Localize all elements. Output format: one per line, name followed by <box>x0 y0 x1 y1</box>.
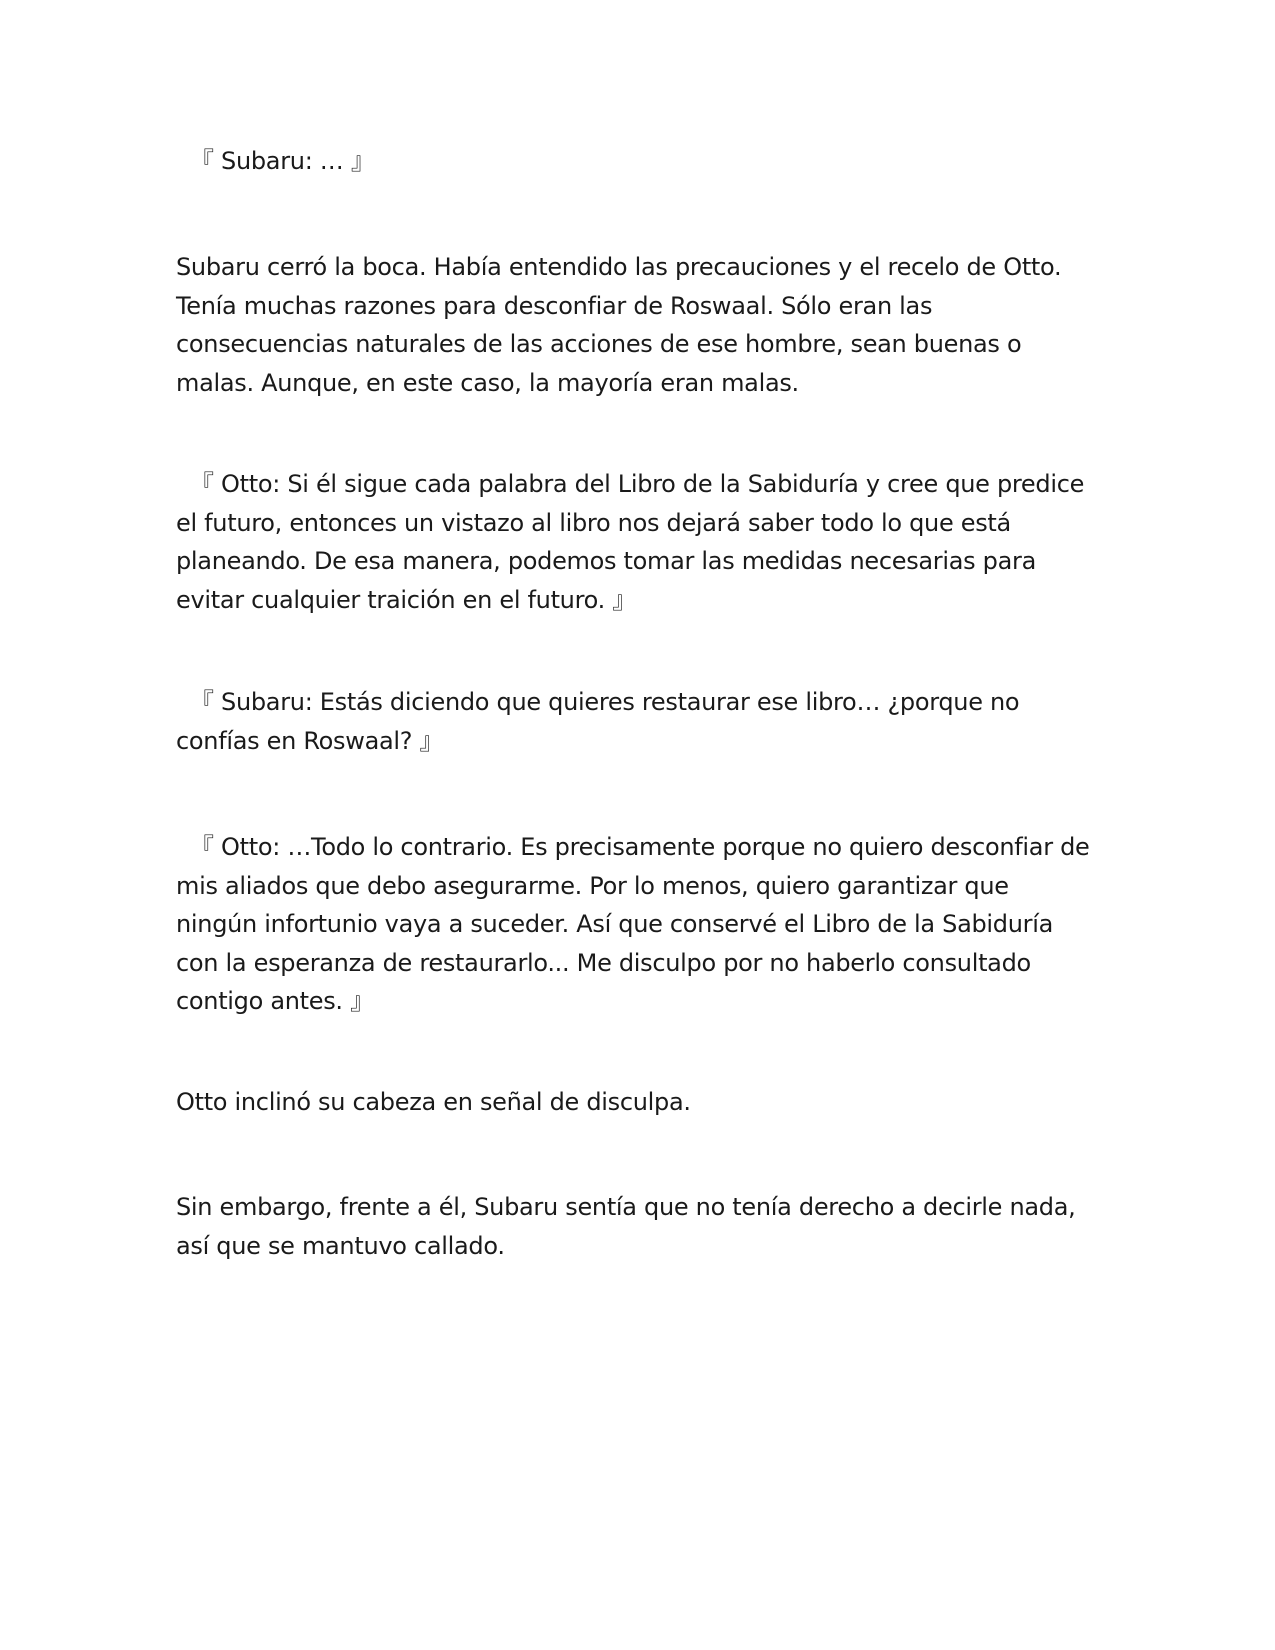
text-line: confías en Roswaal? 』 <box>176 726 444 755</box>
text-line: planeando. De esa manera, podemos tomar las medidas necesarias para <box>176 547 1036 575</box>
narration-paragraph <box>176 248 1101 402</box>
dialogue-paragraph <box>176 142 1101 181</box>
text-line: el futuro, entonces un vistazo al libro nos dejará saber todo lo que está <box>176 508 1011 537</box>
text-line: 『 Subaru: … 』 <box>190 147 375 175</box>
text-line: contigo antes. 』 <box>176 987 374 1015</box>
text-line: ningún infortunio vaya a suceder. Así que conservé el Libro de la Sabiduría <box>176 910 1053 938</box>
text-line: mis aliados que debo asegurarme. Por lo menos, quiero garantizar que <box>176 871 1009 900</box>
text-line: Tenía muchas razones para desconfiar de Roswaal. Sólo eran las <box>176 291 933 320</box>
text-line: 『 Otto: …Todo lo contrario. Es precisamente porque no quiero desconfiar de <box>190 833 1090 861</box>
text-line: 『 Otto: Si él sigue cada palabra del Libro de la Sabiduría y cree que predice <box>190 470 1085 498</box>
narration-paragraph <box>176 1188 1101 1265</box>
text-line: malas. Aunque, en este caso, la mayoría eran malas. <box>176 368 799 397</box>
text-line: así que se mantuvo callado. <box>176 1231 505 1260</box>
text-line: Otto inclinó su cabeza en señal de disculpa. <box>176 1088 691 1116</box>
text-line: Sin embargo, frente a él, Subaru sentía que no tenía derecho a decirle nada, <box>176 1193 1076 1221</box>
narration-paragraph <box>176 1083 1101 1122</box>
text-line: consecuencias naturales de las acciones de ese hombre, sean buenas o <box>176 330 1022 358</box>
text-line: evitar cualquier traición en el futuro. 』 <box>176 585 636 614</box>
dialogue-paragraph <box>176 683 1101 760</box>
text-line: Subaru cerró la boca. Había entendido las precauciones y el recelo de Otto. <box>176 253 1062 281</box>
text-line: 『 Subaru: Estás diciendo que quieres restaurar ese libro… ¿porque no <box>190 688 1020 716</box>
dialogue-paragraph <box>176 828 1101 1021</box>
dialogue-paragraph <box>176 465 1101 619</box>
text-line: con la esperanza de restaurarlo... Me disculpo por no haberlo consultado <box>176 948 1031 977</box>
